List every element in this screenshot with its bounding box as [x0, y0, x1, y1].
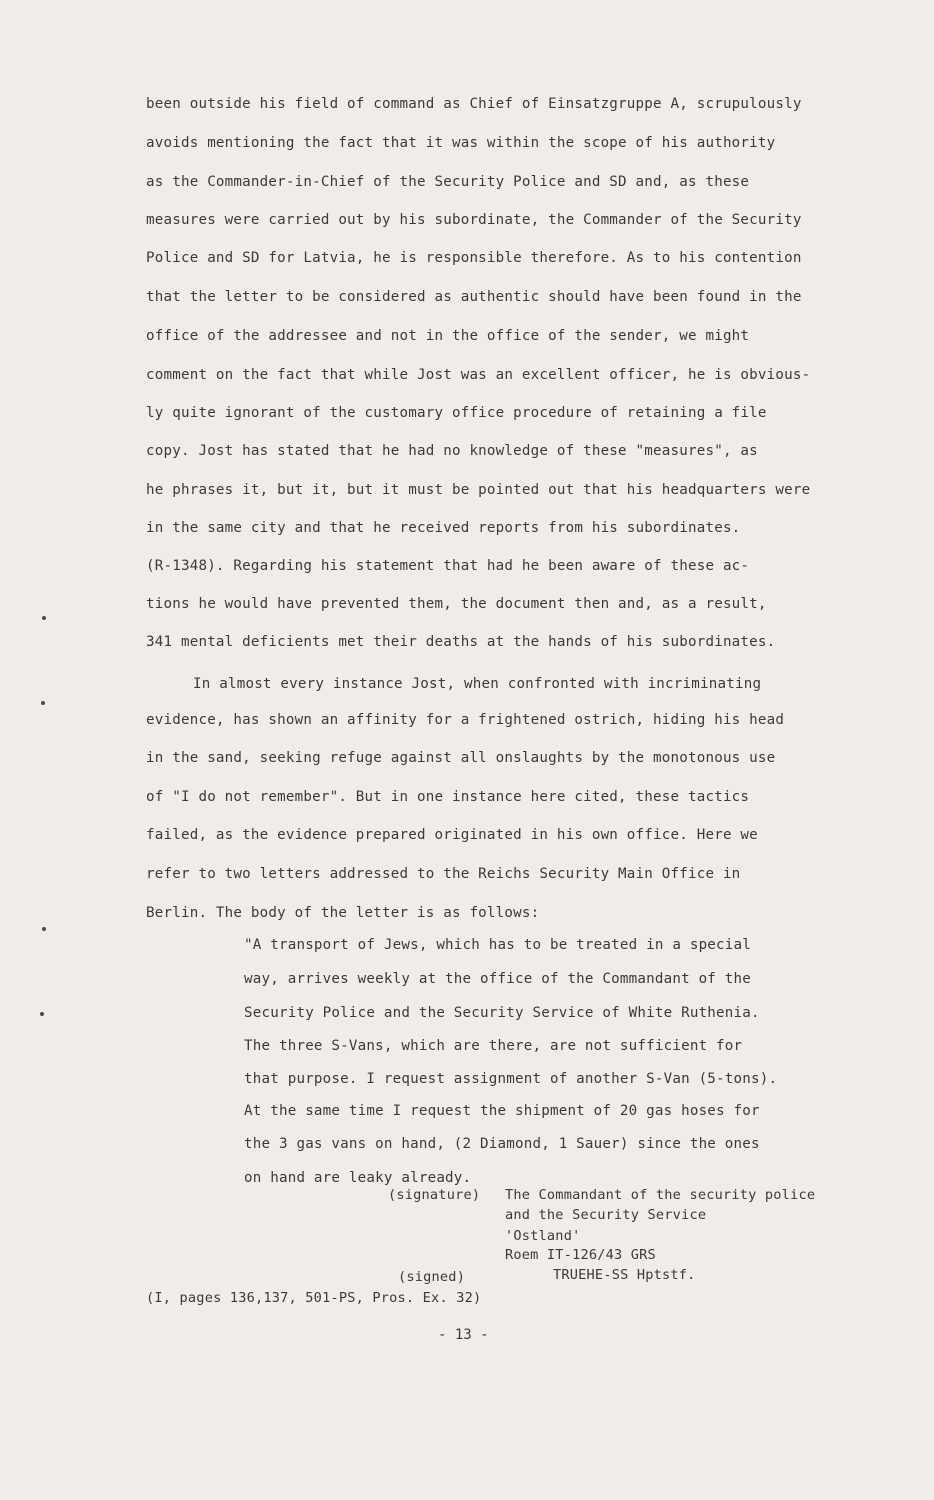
body-line: tions he would have prevented them, the document then and, as a result,: [146, 596, 767, 612]
body-line: as the Commander-in-Chief of the Security Police and SD and, as these: [146, 174, 750, 190]
signature-title-line: 'Ostland': [505, 1228, 581, 1244]
body-line: 341 mental deficients met their deaths at the hands of his subordinates.: [146, 634, 776, 650]
page-number: - 13 -: [438, 1327, 489, 1343]
binding-mark: [42, 927, 46, 931]
binding-mark: [41, 701, 45, 705]
quote-line: way, arrives weekly at the office of the Commandant of the: [244, 971, 752, 987]
quote-line: that purpose. I request assignment of another S-Van (5-tons).: [244, 1071, 778, 1087]
signature-title-line: and the Security Service: [505, 1207, 707, 1223]
body-line: Police and SD for Latvia, he is responsible therefore. As to his contention: [146, 250, 802, 266]
signed-name: TRUEHE-SS Hptstf.: [553, 1267, 696, 1283]
body-line: avoids mentioning the fact that it was within the scope of his authority: [146, 135, 776, 151]
body-line: in the same city and that he received reports from his subordinates.: [146, 520, 741, 536]
paragraph-first-line: In almost every instance Jost, when confronted with incriminating: [193, 676, 762, 692]
body-line: evidence, has shown an affinity for a frightened ostrich, hiding his head: [146, 712, 785, 728]
body-line: refer to two letters addressed to the Reichs Security Main Office in: [146, 866, 741, 882]
body-line: Berlin. The body of the letter is as follows:: [146, 905, 540, 921]
binding-mark: [40, 1012, 44, 1016]
signed-label: (signed): [398, 1269, 466, 1285]
signature-title-line: The Commandant of the security police: [505, 1187, 816, 1203]
body-line: of "I do not remember". But in one instance here cited, these tactics: [146, 789, 750, 805]
binding-mark: [42, 616, 46, 620]
body-line: (R-1348). Regarding his statement that had he been aware of these ac-: [146, 558, 750, 574]
body-line: that the letter to be considered as authentic should have been found in the: [146, 289, 802, 305]
body-line: he phrases it, but it, but it must be pointed out that his headquarters were: [146, 482, 811, 498]
citation: (I, pages 136,137, 501-PS, Pros. Ex. 32): [146, 1290, 482, 1306]
body-line: copy. Jost has stated that he had no knowledge of these "measures", as: [146, 443, 758, 459]
body-line: failed, as the evidence prepared originated in his own office. Here we: [146, 827, 758, 843]
body-line: ly quite ignorant of the customary office procedure of retaining a file: [146, 405, 767, 421]
quote-line: the 3 gas vans on hand, (2 Diamond, 1 Sauer) since the ones: [244, 1136, 760, 1152]
quote-line: At the same time I request the shipment of 20 gas hoses for: [244, 1103, 760, 1119]
signature-label: (signature): [388, 1187, 481, 1203]
body-line: measures were carried out by his subordinate, the Commander of the Security: [146, 212, 802, 228]
body-line: office of the addressee and not in the office of the sender, we might: [146, 328, 750, 344]
quote-line: on hand are leaky already.: [244, 1170, 472, 1186]
quote-line: The three S-Vans, which are there, are not sufficient for: [244, 1038, 743, 1054]
signature-reference: Roem IT-126/43 GRS: [505, 1247, 656, 1263]
body-line: comment on the fact that while Jost was an excellent officer, he is obvious-: [146, 367, 811, 383]
body-line: been outside his field of command as Chief of Einsatzgruppe A, scrupulously: [146, 96, 802, 112]
body-line: in the sand, seeking refuge against all onslaughts by the monotonous use: [146, 750, 776, 766]
quote-line: "A transport of Jews, which has to be treated in a special: [244, 937, 752, 953]
quote-line: Security Police and the Security Service of White Ruthenia.: [244, 1005, 760, 1021]
